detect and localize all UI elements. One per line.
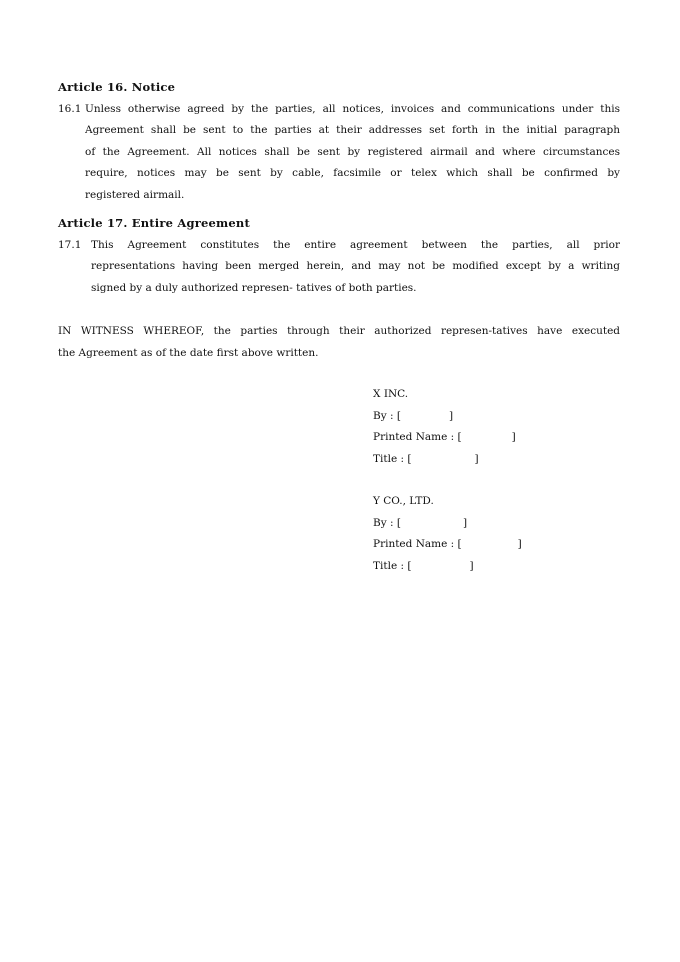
clause-number: 16.1 <box>58 103 82 115</box>
title-label: Title : [ <box>373 452 412 465</box>
clause-number: 17.1 <box>58 239 82 251</box>
clause-body <box>58 235 620 299</box>
title-label: Title : [ <box>373 559 412 572</box>
close-bracket: ] <box>462 516 468 529</box>
article-16-heading: Article 16. Notice <box>58 80 176 94</box>
signatory-company: Y CO., LTD. <box>373 495 434 507</box>
by-label: By : [ <box>373 409 401 422</box>
close-bracket: ] <box>511 431 516 443</box>
signature-printed-name-row <box>373 534 522 556</box>
article-17-clause <box>58 235 620 299</box>
close-bracket: ] <box>469 559 474 572</box>
close-bracket: ] <box>448 409 454 422</box>
article-17-heading: Article 17. Entire Agreement <box>58 216 250 230</box>
clause-line: signed by a duly authorized represen- tatives of both parties. <box>91 281 417 294</box>
close-bracket: ] <box>517 538 522 550</box>
clause-line: representations having been merged herein, and may not be modified except by a writing <box>91 260 620 273</box>
witness-paragraph <box>58 320 620 364</box>
clause-line: Unless otherwise agreed by the parties, all notices, invoices and communications under this <box>85 103 620 115</box>
signature-block-x-inc <box>373 384 516 470</box>
clause-body <box>58 99 620 206</box>
article-16-clause <box>58 99 620 206</box>
witness-line: IN WITNESS WHEREOF, the parties through their authorized represen-tatives have executed <box>58 325 620 337</box>
printed-name-label: Printed Name : [ <box>373 538 462 550</box>
close-bracket: ] <box>474 452 479 465</box>
clause-line: registered airmail. <box>85 188 185 201</box>
clause-line: This Agreement constitutes the entire agreement between the parties, all prior <box>91 239 620 251</box>
by-label: By : [ <box>373 516 401 529</box>
signature-printed-name-row <box>373 427 516 449</box>
signature-by-row <box>373 406 516 428</box>
clause-line: require, notices may be sent by cable, facsimile or telex which shall be confirmed by <box>85 167 620 180</box>
signature-title-row <box>373 556 522 578</box>
clause-line: of the Agreement. All notices shall be sent by registered airmail and where circumstances <box>85 145 620 158</box>
signatory-company: X INC. <box>373 388 409 400</box>
signature-block-y-co <box>373 491 522 577</box>
clause-line: Agreement shall be sent to the parties at their addresses set forth in the initial paragraph <box>85 124 620 137</box>
signature-by-row <box>373 513 522 535</box>
witness-line: the Agreement as of the date first above written. <box>58 347 319 359</box>
printed-name-label: Printed Name : [ <box>373 431 462 443</box>
signature-title-row <box>373 449 516 471</box>
